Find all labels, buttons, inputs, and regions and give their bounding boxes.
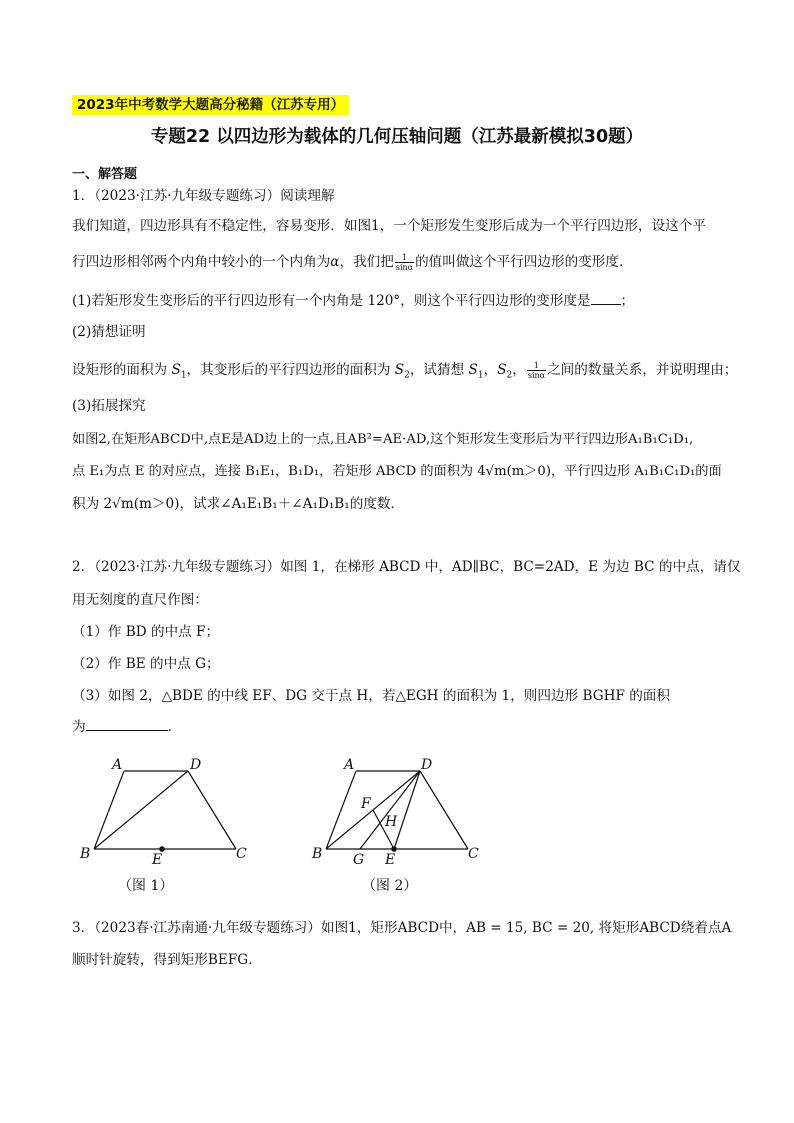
q1-sub2-part3: ，试猜想 xyxy=(409,362,469,378)
q3-heading-line2: 顺时针旋转，得到矩形BEFG． xyxy=(72,952,262,968)
fig1-label-B: B xyxy=(80,846,91,862)
fig2-label-A: A xyxy=(344,757,355,773)
fig1-label-D: D xyxy=(190,757,202,773)
q1-sub1-end: ； xyxy=(620,293,635,309)
q2-heading-line2: 用无刻度的直尺作图： xyxy=(72,592,208,608)
q1-sub2-part2: ，其变形后的平行四边形的面积为 xyxy=(186,362,395,378)
S2-symbol-b: S xyxy=(497,362,507,378)
fig2-label-B: B xyxy=(312,846,323,862)
S1-symbol: S xyxy=(171,362,181,378)
q1-sub2-part4: 之间的数量关系，并说明理由； xyxy=(547,362,738,378)
q3-heading: 3．（2023春·江苏南通·九年级专题练习）如图1，矩形ABCD中，AB = 15, BC = 20, 将矩形ABCD绕着点A xyxy=(72,920,732,936)
fig2-point-E xyxy=(391,846,397,852)
fig2-segment-DE xyxy=(394,771,420,849)
fig1-label-A: A xyxy=(112,757,123,773)
q2-item3: （3）如图 2，△BDE 的中线 EF、DG 交于点 H，若△EGH 的面积为 1，则四边形 BGHF 的面积 xyxy=(72,688,670,704)
header-tag: 2023年中考数学大题高分秘籍（江苏专用） xyxy=(72,95,349,115)
q1-sub2-sep2: ， xyxy=(512,362,526,378)
q2-item1: （1）作 BD 的中点 F； xyxy=(72,624,220,640)
S1-subscript-b: 1 xyxy=(477,370,484,381)
S1-subscript: 1 xyxy=(180,370,187,381)
fig2-label-E: E xyxy=(385,852,396,868)
fig2-label-G: G xyxy=(353,852,365,868)
fig1-label-E: E xyxy=(152,852,163,868)
q1-sub2-part1: 设矩形的面积为 xyxy=(72,362,172,378)
S2-subscript-b: 2 xyxy=(506,370,513,381)
fig2-label-C: C xyxy=(468,846,479,862)
q2-item3-wei: 为 xyxy=(72,719,86,735)
S1-symbol-b: S xyxy=(468,362,478,378)
fig1-diagonal-BD xyxy=(94,771,188,849)
fig2-label-F: F xyxy=(361,796,371,812)
fig2-label-D: D xyxy=(421,757,433,773)
q2-item2: （2）作 BE 的中点 G； xyxy=(72,656,220,672)
fig1-caption: （图 1） xyxy=(118,878,174,894)
S2-symbol: S xyxy=(394,362,405,378)
fig1-label-C: C xyxy=(236,846,247,862)
q1-heading: 1．（2023·江苏·九年级专题练习）阅读理解 xyxy=(72,188,335,204)
q2-heading: 2．（2023·江苏·九年级专题练习）如图 1，在梯形 ABCD 中，AD∥BC，BC=2AD，E 为边 BC 的中点，请仅 xyxy=(72,559,741,575)
alpha-symbol: α xyxy=(330,254,340,270)
q1-para-line1: 我们知道，四边形具有不稳定性，容易变形．如图1，一个矩形发生变形后成为一个平行四边形，设这个平 xyxy=(72,218,706,234)
q1-sub3-heading: (3)拓展探究 xyxy=(72,398,146,414)
fig1-side-DC xyxy=(188,771,236,849)
fraction-denominator-b: sinα xyxy=(527,371,546,380)
q2-item3-end: ． xyxy=(167,719,182,735)
q1-sub3-line3: 积为 2√m(m＞0)，试求∠A₁E₁B₁＋∠A₁D₁B₁的度数． xyxy=(72,496,405,512)
S2-subscript: 2 xyxy=(404,370,410,381)
q1-para-line2-pre: 行四边形相邻两个内角中较小的一个内角为 xyxy=(72,254,331,270)
q1-para-line2-post: 的值叫做这个平行四边形的变形度． xyxy=(415,254,633,270)
fraction-numerator-b: 1 xyxy=(527,361,546,371)
fig1-point-E xyxy=(159,846,165,852)
fraction-denominator: sinα xyxy=(395,263,414,272)
fig2-side-DC xyxy=(420,771,468,849)
fig2-caption: （图 2） xyxy=(362,878,418,894)
fig2-label-H: H xyxy=(385,814,398,830)
q1-sub3-line2: 点 E₁为点 E 的对应点，连接 B₁E₁，B₁D₁，若矩形 ABCD 的面积为 4√m(m＞0)，平行四边形 A₁B₁C₁D₁的面 xyxy=(72,464,722,479)
fraction-numerator: 1 xyxy=(395,253,414,263)
q1-sub2-heading: (2)猜想证明 xyxy=(72,324,146,340)
q1-sub1-text: (1)若矩形发生变形后的平行四边形有一个内角是 120°，则这个平行四边形的变形度是 xyxy=(72,293,591,309)
q1-para-line2-mid: ，我们把 xyxy=(339,254,394,270)
section-heading: 一、解答题 xyxy=(72,167,138,182)
q1-sub2-sep1: ， xyxy=(483,362,498,378)
q1-sub3-line1: 如图2,在矩形ABCD中,点E是AD边上的一点,且AB²=AE·AD,这个矩形发生变形后为平行四边形A₁B₁C₁D₁, xyxy=(72,432,694,447)
page-title: 专题22 以四边形为载体的几何压轴问题（江苏最新模拟30题） xyxy=(150,127,644,147)
